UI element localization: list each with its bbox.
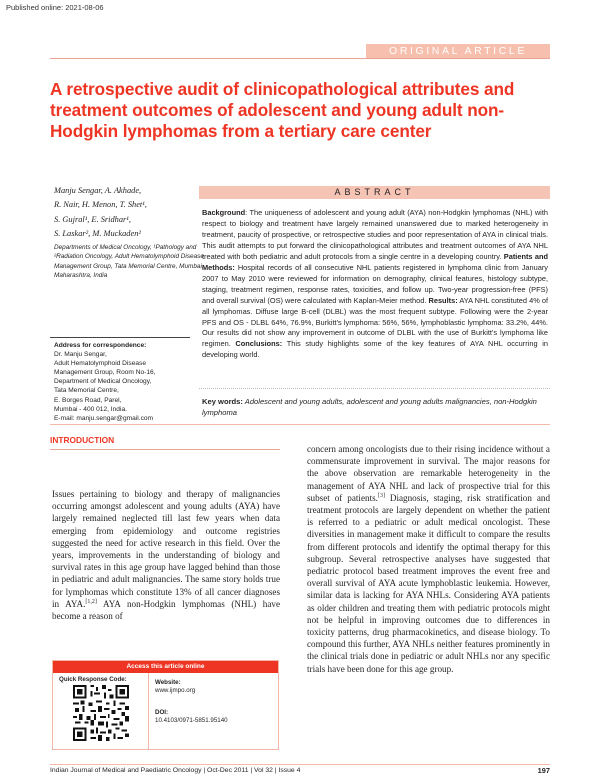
access-box-divider [148,673,149,750]
body-column-left [52,488,280,622]
body-text: Diagnosis, staging, risk stratification and treatment protocols are largely dependent on whether the patient is referred to a pediatric or adult medical oncologist. These diversities in management make it difficult to compare the results from different protocols and identify the optimal therapy for this subgroup. Several retrospective analyses have suggested that pediatric protocol based treatment improves the event free and overall survival of AYA acute lymphoblastic leukemia. However, similar data is lacking for AYA NHLs. Considering AYA patients as older children and treating them with pediatric protocols might not be helpful in improving outcomes due to differences in toxicity patterns, drug pharmacokinetics, and disease biology. To compound this further, AYA NHLs neither features prominently in the clinical trials done in pediatric or adult NHLs nor any specific trials have been done for this age group. [307,492,551,674]
abstract-conclusions: This study highlights some of the key features of AYA NHL occurring in developing world. [202,339,548,360]
author-list [54,184,199,241]
keywords-label: Key words: [202,397,243,406]
published-date: Published online: 2021-08-06 [6,3,104,12]
correspondence-heading: Address for correspondence: [54,342,147,349]
body-text: AYA non-Hodgkin lymphomas (NHL) have become a reason of [52,598,280,622]
abstract-results: AYA NHL constituted 4% of all lymphomas. Diffuse large B-cell (DLBL) was the most frequent subtype. Following were the 2-year PFS and OS - DLBL 64%, 76.9%, Burkitt's lymphoma: 56%, 56%, lymphoblastic lymphoma: 33.2%, 44%. Our results did not show any improvement in outcome of DLBL with the use of Burkitt's lymphoma like regimen. [202,295,548,349]
article-type-banner [366,44,550,58]
abstract-background: : The uniqueness of adolescent and young adult (AYA) non-Hodgkin lymphomas (NHL) with respect to biology and treatment have largely remained unanswered due to marked heterogeneity in treatment, paucity of prospective, or retrospective studies and poor representation of AYA in clinical trials. This audit attempts to put forward the clinicopathological attributes and treatment outcomes of AYA NHL treated with both pediatric and adult protocols from a single centre in a developing country. [202,208,548,261]
doi-link[interactable]: 10.4103/0971-5851.95140 [155,717,228,724]
abstract-text [202,208,548,361]
correspondence-line: E. Borges Road, Parel, [54,396,122,404]
access-online-box [52,660,279,750]
correspondence-line: Dr. Manju Sengar, [54,351,107,359]
author-line: S. Gujral¹, E. Sridhar¹, [54,214,131,224]
correspondence-line: Department of Medical Oncology, [54,378,152,386]
keywords-divider [199,388,550,389]
journal-footer: Indian Journal of Medical and Paediatric Oncology | Oct-Dec 2011 | Vol 32 | Issue 4 [50,767,301,774]
abstract-background-label: Background [202,208,246,217]
author-affiliation: Departments of Medical Oncology, ¹Pathology and ²Radiation Oncology, Adult Hematolymphoid Disease Management Group, Tata Memorial Centre, Mumbai, Maharashtra, India [54,244,204,280]
citation-ref[interactable]: [3] [377,492,385,499]
access-box-header: Access this article online [53,661,278,673]
doi-label: DOI: [155,709,169,716]
website-label: Website: [155,679,181,686]
abstract-methods: Hospital records of all consecutive NHL patients registered in lymphoma clinic from January 2007 to May 2010 were reviewed for information on demography, clinical features, histology subtype, staging, treatment regimen, response rates, toxicities, and follow up. Two-year progression-free (PFS) and overall survival (OS) were calculated with Kaplan-Meier method. [202,262,548,305]
page-number: 197 [537,766,550,775]
abstract-results-label: Results: [428,295,458,305]
footer-divider [50,764,550,765]
article-type-label: ORIGINAL ARTICLE [389,45,527,57]
body-column-right [307,443,550,675]
correspondence-line: Mumbai - 400 012, India. [54,405,127,413]
correspondence-line: Management Group, Room No-16, [54,369,156,377]
section-divider [50,424,550,425]
abstract-conclusions-label: Conclusions: [235,339,283,349]
doi-info [155,709,228,725]
body-text: concern among oncologists due to their rising incidence without a commensurate improvement in survival. The major reasons for the above observation are remarkable heterogeneity in the management of AYA NHL and lack of prospective trial for this subset of patients. [307,444,550,503]
correspondence-block [54,341,199,423]
author-line: R. Nair, H. Menon, T. Shet¹, [54,200,147,210]
keywords-text: Adolescent and young adults, adolescent and young adults malignancies, non-Hodgkin lymphoma [202,397,537,417]
header-divider [50,58,550,59]
keywords [202,396,548,418]
author-line: S. Laskar², M. Muckaden² [54,228,141,238]
abstract-heading: ABSTRACT [334,187,415,197]
introduction-heading: INTRODUCTION [50,435,115,445]
website-info [155,679,195,695]
correspondence-email[interactable]: E-mail: manju.sengar@gmail.com [54,414,154,422]
correspondence-line: Adult Hematolymphoid Disease [54,360,146,368]
abstract-banner [199,186,550,199]
website-link[interactable]: www.ijmpo.org [155,687,196,694]
citation-ref[interactable]: [1,2] [85,598,97,605]
introduction-underline [50,449,280,450]
abstract-methods-label: Patients and Methods: [202,251,548,272]
author-line: Manju Sengar, A. Akhade, [54,186,142,195]
body-text: Issues pertaining to biology and therapy of malignancies occurring amongst adolescent and young adults (AYA) have largely remained neglected till last few years when data emerging from epidemiology and outcome registries suggested the need for active research in this field. Over the years, improvements in the understanding of biology and survival rates in this age group have lagged behind than those in pediatric and adult malignancies. The same story holds true for lymphomas which constitute 13% of all cancer diagnoses in AYA. [52,489,280,609]
correspondence-divider [50,337,190,338]
qr-code-label: Quick Response Code: [59,676,127,683]
article-title: A retrospective audit of clinicopathological attributes and treatment outcomes of adolescent and young adult non-Hodgkin lymphomas from a tertiary care center [50,79,515,141]
qr-code-icon[interactable] [73,685,129,741]
correspondence-line: Tata Memorial Centre, [54,387,119,395]
